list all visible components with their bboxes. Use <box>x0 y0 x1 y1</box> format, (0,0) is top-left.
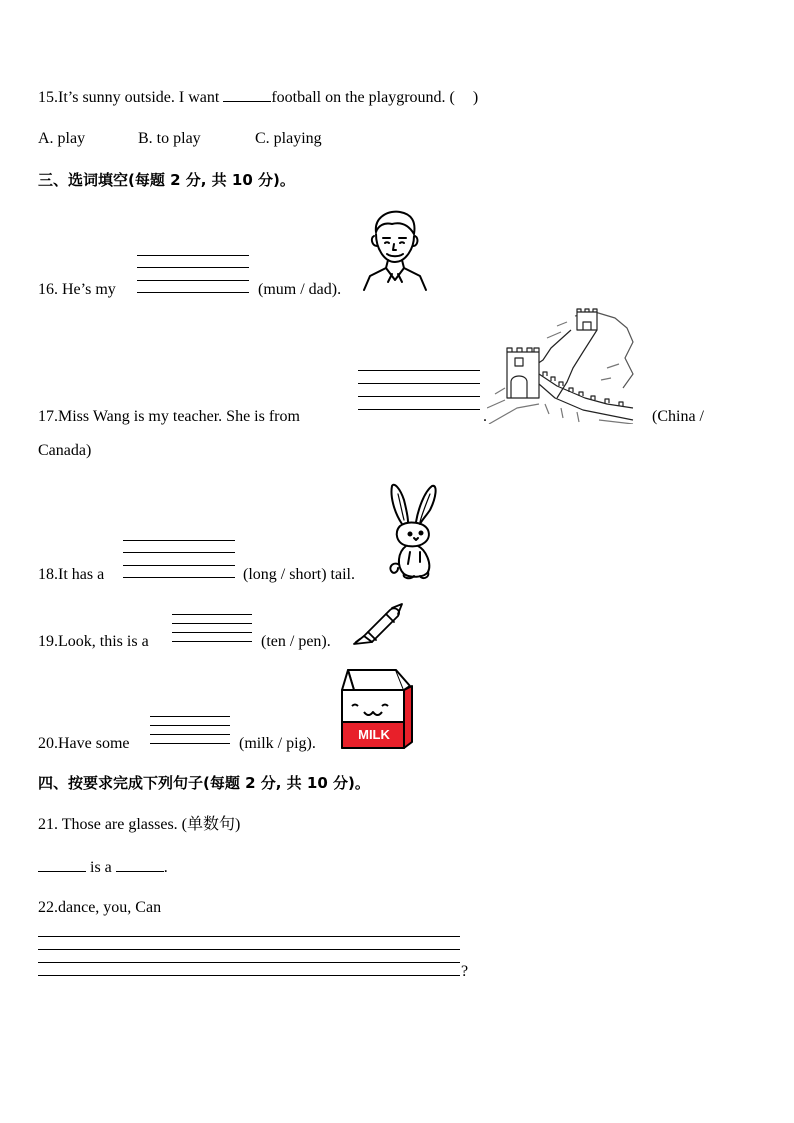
q22-question-mark: ? <box>461 963 469 980</box>
q18-prefix: 18.It has a <box>38 566 105 583</box>
q18-suffix: (long / short) tail. <box>243 566 355 583</box>
q15-close: ) <box>472 89 479 106</box>
q21-blank-2[interactable] <box>116 857 164 872</box>
man-portrait-icon <box>362 208 430 292</box>
q15-suffix: football on the playground. ( <box>271 89 455 106</box>
milk-carton-icon <box>334 666 418 750</box>
section-3-title: 三、选词填空(每题 2 分, 共 10 分)。 <box>38 171 295 189</box>
q15-option-a[interactable]: A. play <box>38 130 86 147</box>
question-15 <box>38 87 478 108</box>
q16-answer-lines[interactable] <box>137 255 249 295</box>
q21-answer-mid: is a <box>90 859 112 876</box>
q19-answer-lines[interactable] <box>172 614 252 644</box>
milk-carton-label: MILK <box>358 727 390 742</box>
q20-prefix: 20.Have some <box>38 735 130 752</box>
q16-suffix: (mum / dad). <box>258 281 342 298</box>
q17-answer-lines[interactable] <box>358 370 480 412</box>
q16-prefix: 16. He’s my <box>38 281 116 298</box>
q20-answer-lines[interactable] <box>150 716 230 746</box>
q22-answer-lines[interactable] <box>38 936 460 976</box>
q22-prompt: 22.dance, you, Can <box>38 899 162 916</box>
q19-prefix: 19.Look, this is a <box>38 633 149 650</box>
q15-option-b[interactable]: B. to play <box>138 130 201 147</box>
rabbit-icon <box>380 482 442 580</box>
q17-options-line1: (China / <box>652 408 704 425</box>
q21-answer-line <box>38 857 168 878</box>
q15-option-c[interactable]: C. playing <box>255 130 322 147</box>
q21-blank-1[interactable] <box>38 857 86 872</box>
q15-prefix: 15.It’s sunny outside. I want <box>38 89 220 106</box>
section-4-title: 四、按要求完成下列句子(每题 2 分, 共 10 分)。 <box>38 774 370 792</box>
q20-suffix: (milk / pig). <box>239 735 316 752</box>
q19-suffix: (ten / pen). <box>261 633 331 650</box>
q17-options-line2: Canada) <box>38 442 92 459</box>
q21-answer-end: . <box>163 859 168 876</box>
q17-prefix: 17.Miss Wang is my teacher. She is from <box>38 408 300 425</box>
q15-blank[interactable] <box>223 87 271 102</box>
pen-icon <box>350 602 404 646</box>
q17-dot: . <box>483 408 487 425</box>
q18-answer-lines[interactable] <box>123 540 235 580</box>
q21-prompt: 21. Those are glasses. (单数句) <box>38 816 241 833</box>
great-wall-icon <box>487 308 635 424</box>
